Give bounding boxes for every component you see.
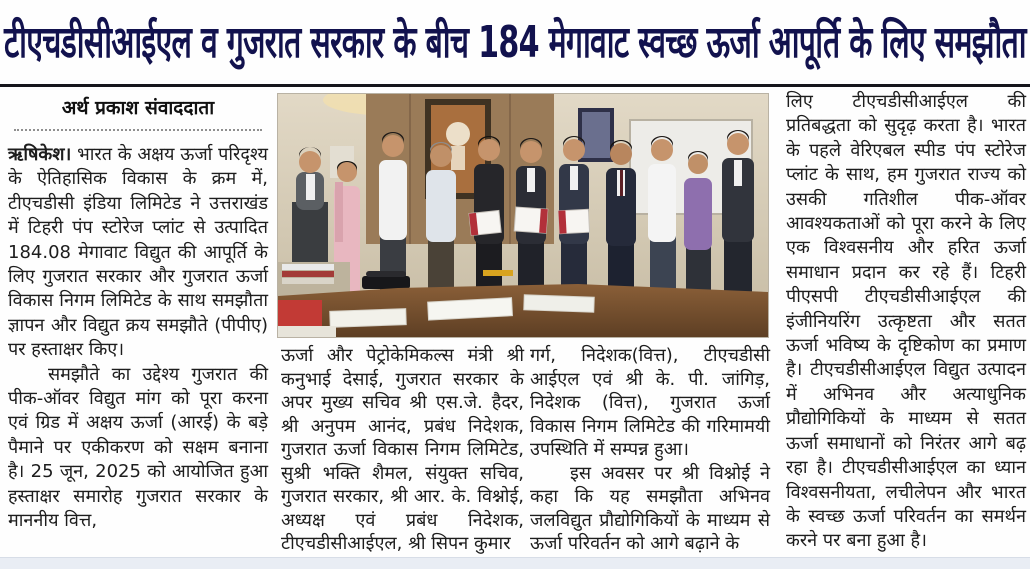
file-stack xyxy=(278,262,350,296)
dateline: ऋषिकेश। xyxy=(8,144,72,165)
ceremony-photo-graphic xyxy=(278,94,768,337)
article-column-1 xyxy=(8,90,268,534)
telephone xyxy=(362,271,410,289)
article-column-3 xyxy=(530,344,770,556)
article-column-2 xyxy=(281,344,524,556)
headline-row xyxy=(0,4,1030,82)
ceremony-photo xyxy=(278,94,768,337)
page-bottom-strip xyxy=(0,557,1030,569)
paragraph: लिए टीएचडीसीआईएल की प्रतिबद्धता को सुदृढ़ करता है। भारत के पहले वेरिएबल स्पीड पंप स्टोरेज प्लांट के साथ, हम गुजरात राज्य को उसकी गतिशील पीक-ऑवर आवश्यकताओं को पूरा करने के लिए एक विश्वसनीय और हरित ऊर्जा समाधान प्रदान कर रहे हैं। टिहरी पीएसपी टीएचडीसीआईएल की इंजीनियरिंग उत्कृष्टता और सतत ऊर्जा भविष्य के दृष्टिकोण का प्रमाण है। टीएचडीसीआईएल विद्युत उत्पादन में अभिनव और अत्याधुनिक प्रौद्योगिकियों के माध्यम से सतत ऊर्जा समाधानों को निरंतर आगे बढ़ रहा है। टीएचडीसीआईएल का ध्यान विश्वसनीयता, लचीलेपन और भारत के स्वच्छ ऊर्जा परिवर्तन का समर्थन करने पर बना हुआ है। xyxy=(786,91,1026,552)
paragraph: ऊर्जा और पेट्रोकेमिकल्स मंत्री श्री कनुभाई देसाई, गुजरात सरकार के अपर मुख्य सचिव श्री एस.जे. हैदर, श्री अनुपम आनंद, प्रबंध निदेशक, गुजरात ऊर्जा विकास निगम लिमिटेड, सुश्री भक्ति शैमल, संयुक्त सचिव, गुजरात सरकार, श्री आर. के. विश्नोई, अध्यक्ष एवं प्रबंध निदेशक, टीएचडीसीआईएल, श्री सिपन कुमार xyxy=(281,345,524,554)
byline: अर्थ प्रकाश संवाददाता xyxy=(14,90,262,131)
paragraph xyxy=(8,143,268,363)
paragraph: समझौते का उद्देश्य गुजरात की पीक-ऑवर विद्युत मांग को पूरा करना एवं ग्रिड में अक्षय ऊर्जा (आरई) के बड़े पैमाने पर एकीकरण को सक्षम बनाना है। 25 जून, 2025 को आयोजित हुआ हस्ताक्षर समारोह गुजरात सरकार के माननीय वित्त, xyxy=(8,363,268,532)
conference-table xyxy=(278,284,768,337)
paragraph: गर्ग, निदेशक(वित्त), टीएचडीसी आईएल एवं श्री के. पी. जांगिड़, निदेशक (वित्त), गुजरात ऊर्जा विकास निगम लिमिटेड की गरिमामयी उपस्थिति में सम्पन्न हुआ। xyxy=(530,345,770,460)
paragraph: इस अवसर पर श्री विश्नोई ने कहा कि यह समझौता अभिनव जलविद्युत प्रौद्योगिकियों के माध्यम से ऊर्जा परिवर्तन को आगे बढ़ाने के xyxy=(530,462,770,554)
page-title: टीएचडीसीआईएल व गुजरात सरकार के बीच 184 मेगावाट स्वच्छ ऊर्जा आपूर्ति के लिए समझौता xyxy=(4,16,1026,68)
article-column-4 xyxy=(786,90,1026,554)
yellow-strip xyxy=(483,270,513,276)
headline-divider xyxy=(0,84,1030,87)
signed-document-folders xyxy=(469,207,590,236)
paragraph-text: भारत के अक्षय ऊर्जा परिदृश्य के ऐतिहासिक विकास के क्रम में, टीएचडीसी इंडिया लिमिटेड ने उत्तराखंड में टिहरी पंप स्टोरेज प्लांट से उत्पादित 184.08 मेगावाट विद्युत की आपूर्ति के लिए गुजरात सरकार और गुजरात ऊर्जा विकास निगम लिमिटेड के साथ समझौता ज्ञापन और विद्युत क्रय समझौते (पीपीए) पर हस्ताक्षर किए। xyxy=(8,144,268,361)
